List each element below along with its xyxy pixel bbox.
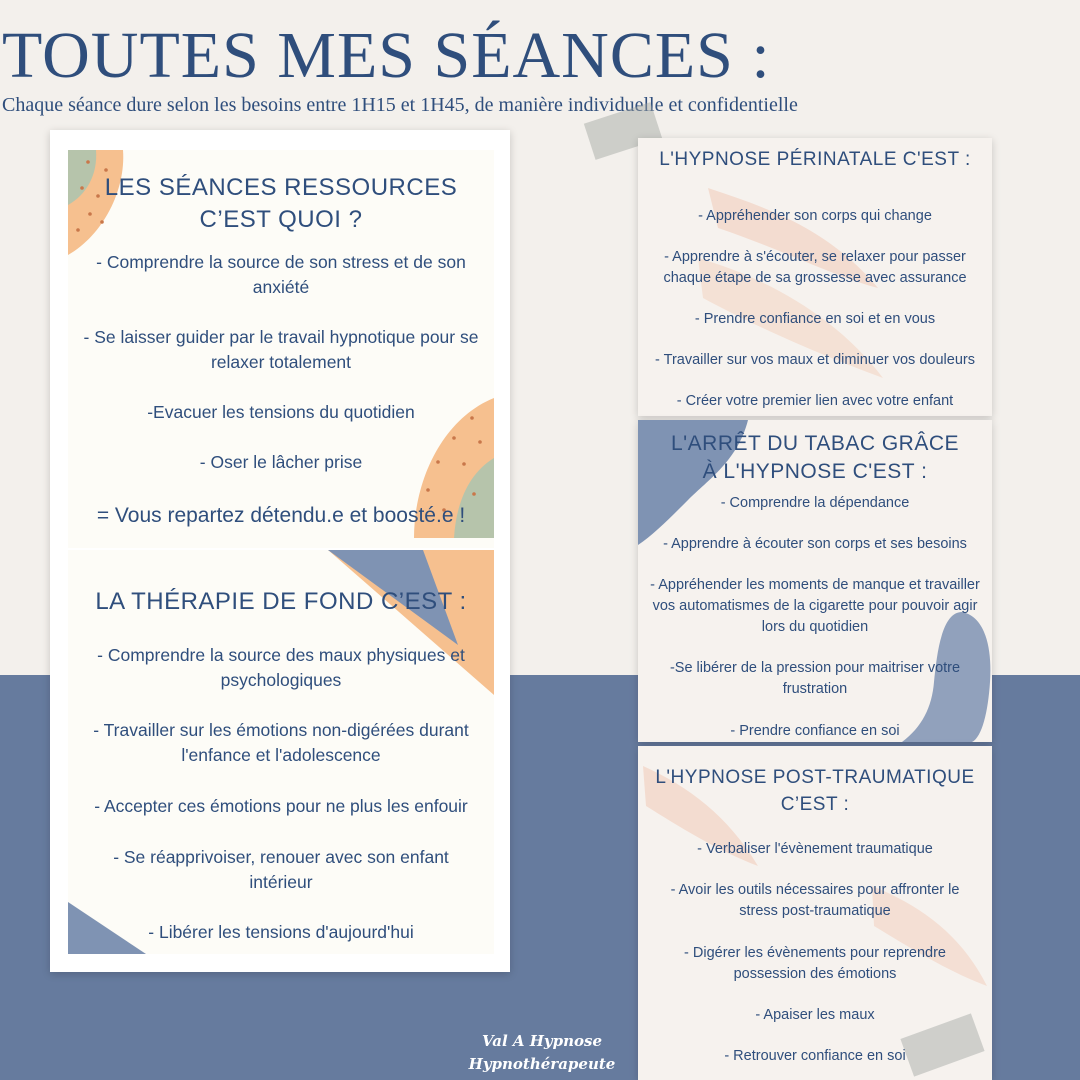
author-signature [462,1030,622,1076]
ressources-conclusion: = Vous repartez détendu.e et boosté.e ! [96,504,466,527]
posttraumatique-title-line1: L'HYPNOSE POST-TRAUMATIQUE [655,767,975,788]
tabac-item: - Appréhender les moments de manque et travailler vos automatismes de la cigarette pour pouvoir agir lors du quotidien [650,577,980,635]
therapie-item: - Travailler sur les émotions non-digérées durant l'enfance et l'adolescence [93,720,469,765]
therapie-item: - Comprendre la source des maux physiques et psychologiques [97,645,465,690]
ressources-item: - Se laisser guider par le travail hypnotique pour se relaxer totalement [83,327,479,372]
tabac-title-line2: À L'HYPNOSE C'EST : [702,460,928,483]
tabac-item: - Prendre confiance en soi [730,723,900,739]
ressources-title [68,172,494,236]
ressources-item: -Evacuer les tensions du quotidien [147,402,415,422]
perinatale-item: - Apprendre à s'écouter, se relaxer pour passer chaque étape de sa grossesse avec assurance [663,249,967,286]
tabac-item: - Apprendre à écouter son corps et ses besoins [663,536,967,552]
therapie-item: - Libérer les tensions d'aujourd'hui [148,922,414,942]
perinatale-card [638,138,992,416]
therapie-panel [68,550,494,954]
perinatale-item: - Appréhender son corps qui change [698,208,932,224]
posttraumatique-item: - Apaiser les maux [755,1007,875,1023]
ressources-item: - Comprendre la source de son stress et de son anxiété [96,252,466,297]
posttraumatique-item: - Digérer les évènements pour reprendre possession des émotions [684,945,946,982]
ressources-item: - Oser le lâcher prise [199,452,363,472]
perinatale-item: - Prendre confiance en soi et en vous [694,311,936,327]
tabac-card [638,420,992,742]
author-name: Val A Hypnose [481,1032,603,1050]
posttraumatique-item: - Retrouver confiance en soi [724,1048,906,1064]
tabac-item: -Se libérer de la pression pour maitriser votre frustration [669,660,961,697]
therapie-title: LA THÉRAPIE DE FOND C’EST : [95,588,467,615]
therapie-item: - Se réapprivoiser, renouer avec son enfant intérieur [113,847,449,892]
perinatale-item: - Créer votre premier lien avec votre enfant [676,393,954,409]
ressources-panel [68,150,494,548]
page-subtitle: Chaque séance dure selon les besoins entre 1H15 et 1H45, de manière individuelle et confidentielle [2,94,798,116]
posttraumatique-title-line2: C’EST : [780,794,850,815]
ressources-title-line1: LES SÉANCES RESSOURCES [104,174,458,201]
posttraumatique-title [638,764,992,818]
posttraumatique-item: - Verbaliser l'évènement traumatique [697,841,933,857]
tabac-title [638,430,992,486]
perinatale-item: - Travailler sur vos maux et diminuer vos douleurs [655,352,975,368]
page-title: TOUTES MES SÉANCES : [2,19,771,92]
left-card [50,130,510,972]
therapie-item: - Accepter ces émotions pour ne plus les enfouir [94,796,468,816]
perinatale-title: L'HYPNOSE PÉRINATALE C'EST : [659,149,971,170]
posttraumatique-item: - Avoir les outils nécessaires pour affronter le stress post-traumatique [670,882,960,919]
tabac-item: - Comprendre la dépendance [720,495,910,511]
ressources-title-line2: C’EST QUOI ? [199,206,363,233]
author-role: Hypnothérapeute [468,1055,616,1073]
tabac-title-line1: L'ARRÊT DU TABAC GRÂCE [670,432,960,455]
